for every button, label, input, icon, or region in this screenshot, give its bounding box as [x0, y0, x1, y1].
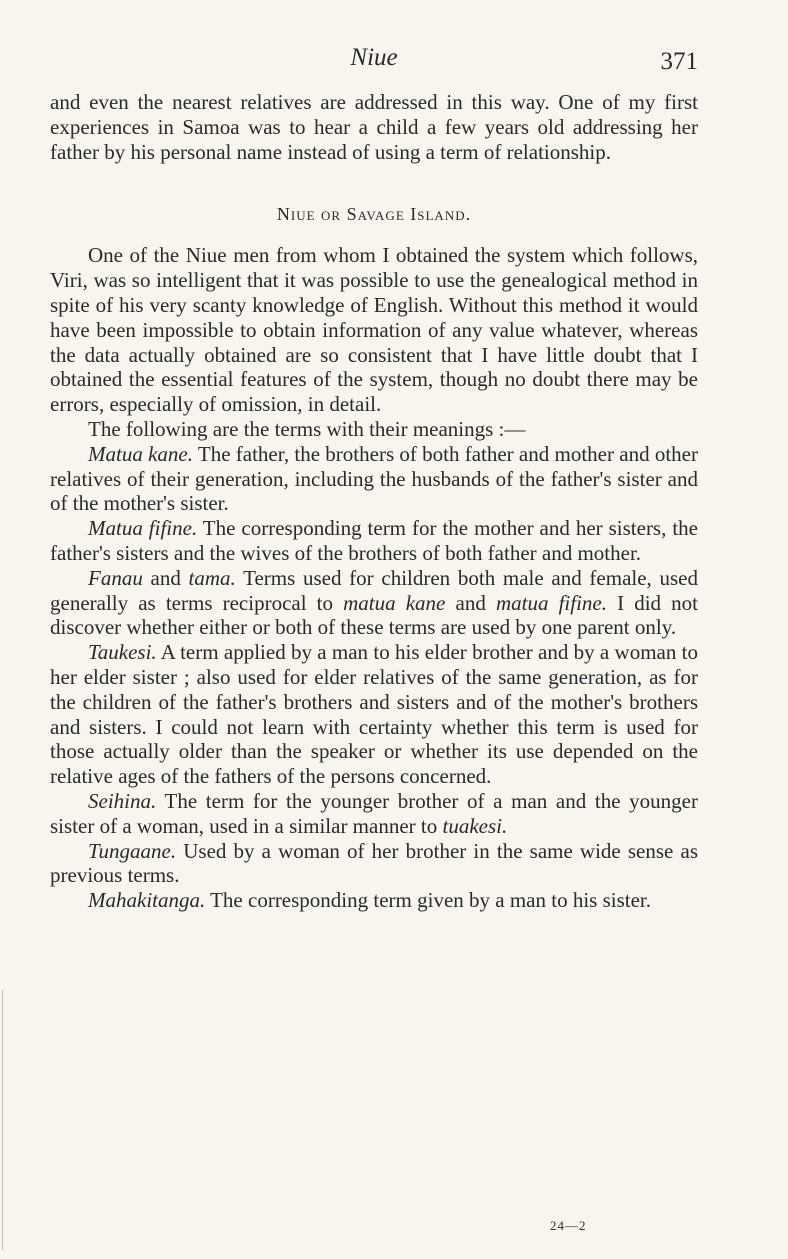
term-tama: tama. — [188, 565, 236, 590]
term-fanau: Fanau — [88, 565, 143, 590]
term-definition: The corresponding term given by a man to his sister. — [205, 888, 652, 913]
term-entry-tungaane — [50, 839, 698, 889]
term-definition: The term for the younger brother of a man and the younger sister of a woman, used in a similar manner to — [50, 788, 698, 838]
page-header — [50, 44, 698, 90]
term-entry-mahakitanga — [50, 888, 698, 913]
term-definition: Used by a woman of her brother in the same wide sense as previous terms. — [50, 838, 698, 888]
term-entry-matua-fifine — [50, 516, 698, 566]
term-ref-tuakesi: tuakesi. — [442, 813, 508, 838]
term-definition: The father, the brothers of both father and mother and other relatives of their generation, including the husbands of the father's sister and of the mother's sister. — [50, 441, 698, 516]
term-mahakitanga: Mahakitanga. — [88, 888, 206, 913]
term-tungaane: Tungaane. — [88, 838, 177, 863]
term-definition: A term applied by a man to his elder brother and by a woman to her elder sister ; also used for elder relatives of the same generation, as for the children of the father's brothers and sisters and of the mother's brothers and sisters. I could not learn with certainty whether this term is used for those actually older than the speaker or whether its use depended on the relative ages of the fathers of the persons concerned. — [50, 640, 698, 789]
page-edge-shadow — [2, 990, 3, 1250]
conjunction: and — [445, 590, 496, 615]
paragraph-intro: One of the Niue men from whom I obtained the system which follows, Viri, was so intelligent that it was possible to use the genealogical method in spite of his very scanty knowledge of English. Without this method it would have been impossible to obtain information of any value whatever, whereas the data actually obtained are so consistent that I have little doubt that I obtained the essential features of the system, though no doubt there may be errors, especially of omission, in detail. — [50, 243, 698, 417]
term-matua-kane: Matua kane. — [88, 441, 193, 466]
paragraph-continued: and even the nearest relatives are addressed in this way. One of my first experiences in Samoa was to hear a child a few years old addressing her father by his personal name instead of using a term of relationship. — [50, 90, 698, 164]
term-seihina: Seihina. — [88, 788, 157, 813]
term-entry-fanau-tama — [50, 566, 698, 640]
term-entry-taukesi — [50, 640, 698, 789]
term-entry-seihina — [50, 789, 698, 839]
term-definition: The corresponding term for the mother and her sisters, the father's sisters and the wives of the brothers of both father and mother. — [50, 516, 698, 565]
page-number: 371 — [660, 48, 698, 75]
signature-mark: 24—2 — [550, 1218, 587, 1233]
term-definition: I did not discover whether either or both of these terms are used by one parent only. — [50, 590, 698, 640]
section-heading: Niue or Savage Island. — [276, 204, 472, 225]
term-definition: Terms used for children both male and female, used generally as terms reciprocal to — [50, 565, 698, 615]
page — [50, 44, 698, 913]
term-taukesi: Taukesi. — [88, 640, 157, 665]
term-matua-fifine: Matua fifine. — [88, 516, 198, 541]
running-title: Niue — [350, 44, 398, 71]
term-ref-matua-fifine: matua fifine. — [495, 590, 607, 615]
conjunction: and — [142, 565, 189, 590]
term-entry-matua-kane — [50, 442, 698, 516]
term-ref-matua-kane: matua kane — [343, 590, 446, 615]
paragraph-terms-lead: The following are the terms with their meanings :— — [88, 416, 526, 441]
